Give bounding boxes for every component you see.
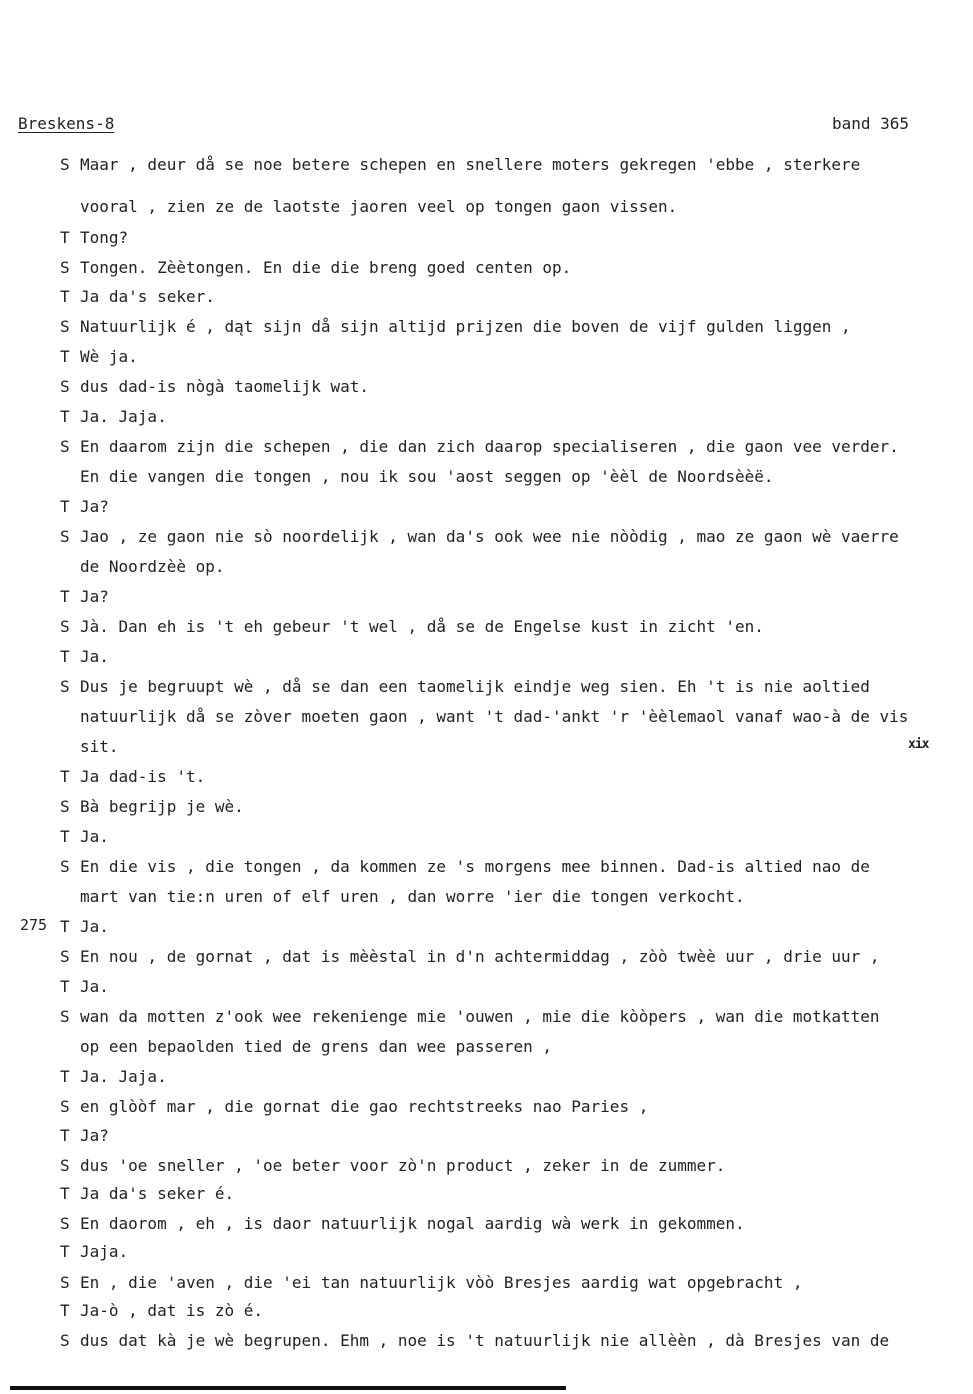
speaker-label: T (60, 917, 70, 936)
speaker-label: T (60, 1126, 70, 1145)
utterance-text: En daorom , eh , is daor natuurlijk nogal aardig wà werk in gekommen. (80, 1214, 745, 1233)
utterance-text: Tong? (80, 228, 129, 247)
utterance-text: wan da motten z'ook wee rekenienge mie 'ouwen , mie die kòòpers , wan die motkatten (80, 1007, 880, 1026)
utterance-text: Jao , ze gaon nie sò noordelijk , wan da's ook wee nie nòòdig , mao ze gaon wè vaerre (80, 527, 899, 546)
utterance-text: Ja. Jaja. (80, 1067, 167, 1086)
speaker-label: T (60, 767, 70, 786)
utterance-text: dus 'oe sneller , 'oe beter voor zò'n product , zeker in de zummer. (80, 1156, 726, 1175)
utterance-text: Ja. (80, 977, 109, 996)
utterance-text: Jaja. (80, 1242, 129, 1261)
speaker-label: S (60, 947, 70, 966)
utterance-text: Ja dad-is 't. (80, 767, 206, 786)
speaker-label: T (60, 287, 70, 306)
speaker-label: S (60, 1097, 70, 1116)
utterance-text: En die vangen die tongen , nou ik sou 'aost seggen op 'èèl de Noordsèèë. (80, 467, 774, 486)
speaker-label: T (60, 647, 70, 666)
speaker-label: T (60, 1242, 70, 1261)
utterance-text: En nou , de gornat , dat is mèèstal in d'n achtermiddag , zòò twèè uur , drie uur , (80, 947, 880, 966)
utterance-text: Maar , deur då se noe betere schepen en snellere moters gekregen 'ebbe , sterkere (80, 155, 861, 174)
speaker-label: S (60, 797, 70, 816)
speaker-label: S (60, 1156, 70, 1175)
utterance-text: vooral , zien ze de laotste jaoren veel op tongen gaon vissen. (80, 197, 678, 216)
speaker-label: S (60, 527, 70, 546)
utterance-text: Ja. (80, 917, 109, 936)
speaker-label: T (60, 497, 70, 516)
utterance-text: En , die 'aven , die 'ei tan natuurlijk vòò Bresjes aardig wat opgebracht , (80, 1273, 803, 1292)
utterance-text: Dus je begruupt wè , då se dan een taomelijk eindje weg sien. Eh 't is nie aoltied (80, 677, 870, 696)
speaker-label: S (60, 857, 70, 876)
speaker-label: S (60, 617, 70, 636)
utterance-text: En die vis , die tongen , da kommen ze 's morgens mee binnen. Dad-is altied nao de (80, 857, 870, 876)
speaker-label: T (60, 827, 70, 846)
utterance-text: Jà. Dan eh is 't eh gebeur 't wel , då se de Engelse kust in zicht 'en. (80, 617, 764, 636)
utterance-text: Tongen. Zèètongen. En die die breng goed centen op. (80, 258, 572, 277)
speaker-label: S (60, 258, 70, 277)
speaker-label: S (60, 437, 70, 456)
utterance-text: dus dat kà je wè begrupen. Ehm , noe is 't natuurlijk nie allèèn , dà Bresjes van de (80, 1331, 890, 1350)
speaker-label: T (60, 407, 70, 426)
utterance-text: Bà begrijp je wè. (80, 797, 244, 816)
speaker-label: S (60, 1214, 70, 1233)
utterance-text: Wè ja. (80, 347, 138, 366)
utterance-text: En daarom zijn die schepen , die dan zich daarop specialiseren , die gaon vee verder. (80, 437, 899, 456)
utterance-text: dus dad-is nògà taomelijk wat. (80, 377, 369, 396)
utterance-text: op een bepaolden tied de grens dan wee passeren , (80, 1037, 553, 1056)
speaker-label: S (60, 1273, 70, 1292)
utterance-text: natuurlijk då se zòver moeten gaon , want 't dad-'ankt 'r 'èèlemaol vanaf wao-à de vis (80, 707, 909, 726)
speaker-label: S (60, 377, 70, 396)
utterance-text: de Noordzèè op. (80, 557, 225, 576)
speaker-label: T (60, 1067, 70, 1086)
utterance-text: Natuurlijk é , dąt sijn då sijn altijd prijzen die boven de vijf gulden liggen , (80, 317, 851, 336)
bottom-rule (10, 1386, 566, 1390)
utterance-text: Ja? (80, 497, 109, 516)
utterance-text: Ja-ò , dat is zò é. (80, 1301, 264, 1320)
overwrite-mark: xix (908, 737, 929, 752)
speaker-label: T (60, 1184, 70, 1203)
speaker-label: S (60, 677, 70, 696)
speaker-label: S (60, 1331, 70, 1350)
band-number: band 365 (831, 114, 909, 133)
utterance-text: sit. (80, 737, 119, 756)
speaker-label: S (60, 317, 70, 336)
document-title: Breskens-8 (18, 114, 115, 133)
speaker-label: T (60, 1301, 70, 1320)
utterance-text: mart van tie:n uren of elf uren , dan worre 'ier die tongen verkocht. (80, 887, 745, 906)
margin-line-number: 275 (20, 916, 48, 934)
speaker-label: S (60, 1007, 70, 1026)
speaker-label: T (60, 977, 70, 996)
utterance-text: Ja da's seker. (80, 287, 215, 306)
utterance-text: Ja? (80, 1126, 109, 1145)
speaker-label: T (60, 228, 70, 247)
utterance-text: Ja. Jaja. (80, 407, 167, 426)
utterance-text: Ja. (80, 647, 109, 666)
utterance-text: Ja. (80, 827, 109, 846)
utterance-text: Ja da's seker é. (80, 1184, 235, 1203)
speaker-label: T (60, 347, 70, 366)
speaker-label: S (60, 155, 70, 174)
utterance-text: en glòòf mar , die gornat die gao rechtstreeks nao Paries , (80, 1097, 649, 1116)
speaker-label: T (60, 587, 70, 606)
utterance-text: Ja? (80, 587, 109, 606)
